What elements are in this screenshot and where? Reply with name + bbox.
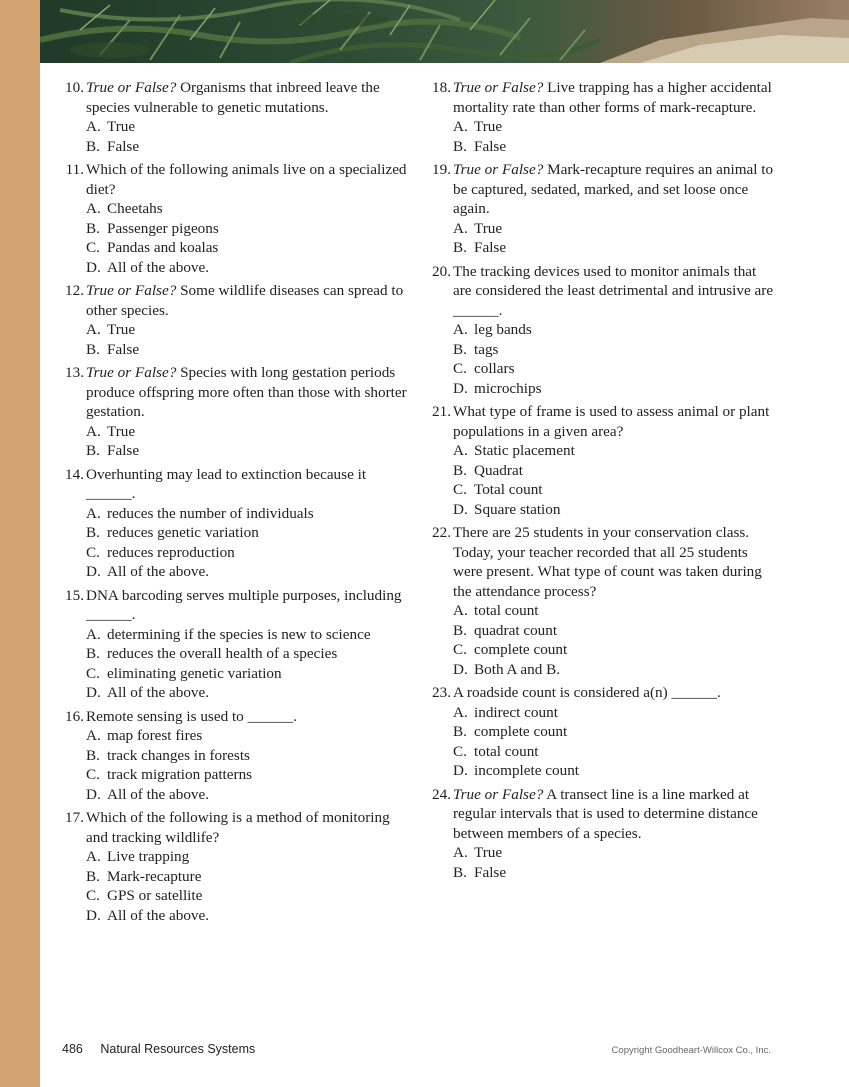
option-letter: C.	[86, 887, 100, 904]
answer-option	[453, 863, 774, 883]
option-letter: A.	[86, 321, 101, 338]
question-number: 12.	[65, 282, 84, 299]
answer-option	[86, 562, 407, 582]
question-number: 22.	[432, 524, 451, 541]
option-letter: A.	[86, 625, 101, 643]
option-letter: A.	[453, 602, 468, 619]
option-letter: B.	[453, 137, 467, 155]
question-text: There are 25 students in your conservation class. Today, your teacher recorded that all 25 students were present. What type of count was taken during the attendance process?	[453, 524, 762, 600]
answer-option	[453, 320, 774, 340]
question-number: 20.	[432, 262, 451, 280]
question-item	[62, 160, 407, 277]
option-text: GPS or satellite	[107, 887, 203, 904]
true-false-label: True or False?	[453, 785, 544, 803]
question-number: 11.	[65, 161, 84, 178]
answer-option	[453, 703, 774, 723]
option-letter: A.	[86, 504, 101, 522]
answer-option	[86, 765, 407, 785]
option-text: leg bands	[474, 321, 532, 338]
question-text: The tracking devices used to monitor animals that are considered the least detrimental and intrusive are ______.	[453, 262, 774, 319]
option-letter: A.	[453, 118, 468, 135]
true-false-label: True or False?	[86, 364, 177, 381]
option-text: reduces the overall health of a species	[107, 645, 338, 662]
question-item	[429, 78, 774, 156]
option-letter: D.	[86, 906, 101, 924]
answer-option	[453, 441, 774, 461]
answer-option	[86, 644, 407, 664]
question-item	[62, 78, 407, 156]
header-photo-art	[40, 0, 849, 63]
option-text: collars	[474, 360, 515, 377]
question-item	[429, 160, 774, 258]
option-text: Pandas and koalas	[107, 239, 219, 256]
option-text: complete count	[474, 641, 568, 658]
option-letter: A.	[453, 844, 468, 861]
answer-option	[86, 199, 407, 219]
option-text: False	[107, 340, 140, 358]
question-item	[62, 281, 407, 359]
option-letter: B.	[86, 219, 100, 237]
answer-option	[86, 320, 407, 340]
option-letter: B.	[86, 442, 100, 459]
option-text: All of the above.	[107, 563, 210, 580]
option-text: True	[474, 844, 503, 861]
option-letter: B.	[453, 340, 467, 358]
question-item	[62, 586, 407, 703]
option-text: All of the above.	[107, 785, 210, 803]
answer-option	[453, 660, 774, 680]
answer-option	[86, 137, 407, 157]
option-text: False	[474, 239, 507, 256]
answer-option	[86, 219, 407, 239]
answer-option	[453, 722, 774, 742]
option-letter: D.	[86, 785, 101, 803]
option-letter: B.	[86, 645, 100, 662]
question-stem	[86, 281, 407, 320]
answer-option	[86, 258, 407, 278]
question-text: Which of the following animals live on a specialized diet?	[86, 161, 407, 198]
answer-option	[453, 219, 774, 239]
answer-option	[86, 664, 407, 684]
option-letter: D.	[453, 379, 468, 397]
true-false-label: True or False?	[453, 79, 544, 96]
answer-option	[86, 625, 407, 645]
question-text: A roadside count is considered a(n) ______.	[453, 684, 721, 701]
option-letter: A.	[86, 200, 101, 217]
answer-option	[453, 340, 774, 360]
copyright-notice: Copyright Goodheart-Willcox Co., Inc.	[611, 1045, 771, 1056]
question-stem	[86, 707, 407, 727]
option-letter: A.	[86, 422, 101, 440]
option-letter: B.	[86, 867, 100, 885]
answer-option	[453, 461, 774, 481]
option-text: All of the above.	[107, 258, 210, 276]
option-letter: D.	[453, 500, 468, 518]
option-letter: B.	[86, 137, 100, 155]
option-letter: A.	[86, 848, 101, 865]
option-text: microchips	[474, 379, 542, 397]
option-text: Total count	[474, 481, 543, 498]
question-stem	[86, 586, 407, 625]
option-text: determining if the species is new to science	[107, 625, 371, 643]
answer-option	[86, 441, 407, 461]
option-letter: C.	[86, 766, 100, 783]
answer-option	[453, 843, 774, 863]
option-text: Mark-recapture	[107, 867, 202, 885]
option-letter: C.	[453, 481, 467, 498]
answer-option	[453, 117, 774, 137]
option-text: Square station	[474, 500, 561, 518]
option-text: False	[474, 137, 507, 155]
option-text: True	[474, 219, 503, 237]
answer-option	[86, 117, 407, 137]
option-letter: C.	[453, 742, 467, 760]
answer-option	[453, 500, 774, 520]
option-text: reduces reproduction	[107, 543, 235, 561]
option-text: Static placement	[474, 442, 575, 459]
option-letter: B.	[453, 461, 467, 479]
option-letter: A.	[453, 703, 468, 721]
answer-option	[453, 238, 774, 258]
question-number: 17.	[65, 809, 84, 826]
answer-option	[86, 906, 407, 926]
question-text: Species with long gestation periods produce offspring more often than those with shorter gestation.	[86, 364, 407, 420]
answer-option	[453, 742, 774, 762]
answer-option	[86, 785, 407, 805]
question-text: Remote sensing is used to ______.	[86, 707, 297, 725]
option-letter: B.	[453, 723, 467, 740]
true-false-label: True or False?	[86, 282, 177, 299]
option-letter: C.	[86, 239, 100, 256]
option-text: False	[107, 137, 140, 155]
page-number: 486	[62, 1042, 83, 1056]
option-letter: B.	[453, 621, 467, 639]
answer-option	[86, 746, 407, 766]
option-text: True	[107, 321, 136, 338]
question-stem	[453, 683, 774, 703]
question-stem	[86, 160, 407, 199]
question-stem	[86, 465, 407, 504]
answer-option	[453, 621, 774, 641]
question-item	[429, 402, 774, 519]
answer-option	[86, 340, 407, 360]
option-text: track migration patterns	[107, 766, 253, 783]
option-text: Cheetahs	[107, 200, 163, 217]
option-text: Both A and B.	[474, 660, 561, 678]
option-text: False	[107, 442, 140, 459]
page-edge-band	[0, 0, 40, 1087]
option-text: reduces genetic variation	[107, 524, 259, 541]
answer-option	[86, 683, 407, 703]
question-text: Some wildlife diseases can spread to other species.	[86, 282, 404, 319]
option-letter: D.	[86, 563, 101, 580]
option-text: Live trapping	[107, 848, 190, 865]
option-text: map forest fires	[107, 727, 203, 744]
option-text: total count	[474, 602, 539, 619]
option-text: All of the above.	[107, 906, 210, 924]
question-stem	[453, 523, 774, 601]
option-letter: B.	[86, 340, 100, 358]
option-letter: D.	[86, 258, 101, 276]
question-number: 10.	[65, 79, 84, 96]
answer-option	[453, 640, 774, 660]
option-text: reduces the number of individuals	[107, 504, 314, 522]
true-false-label: True or False?	[453, 161, 544, 178]
option-letter: C.	[453, 641, 467, 658]
question-text: DNA barcoding serves multiple purposes, including ______.	[86, 586, 402, 623]
answer-option	[453, 480, 774, 500]
question-number: 13.	[65, 364, 84, 381]
question-stem	[86, 808, 407, 847]
answer-option	[86, 238, 407, 258]
answer-option	[453, 379, 774, 399]
option-text: All of the above.	[107, 684, 210, 701]
answer-option	[453, 761, 774, 781]
option-letter: C.	[453, 360, 467, 377]
question-stem	[453, 262, 774, 321]
answer-option	[453, 137, 774, 157]
option-text: indirect count	[474, 703, 558, 721]
option-text: True	[107, 118, 136, 135]
answer-option	[86, 523, 407, 543]
question-stem	[453, 785, 774, 844]
question-stem	[86, 363, 407, 422]
option-letter: B.	[453, 863, 467, 881]
question-number: 15.	[65, 586, 84, 604]
option-text: incomplete count	[474, 762, 580, 779]
option-text: Passenger pigeons	[107, 219, 219, 237]
option-letter: A.	[453, 442, 468, 459]
question-text: Organisms that inbreed leave the species vulnerable to genetic mutations.	[86, 79, 380, 116]
question-text: Live trapping has a higher accidental mortality rate than other forms of mark-recapture.	[453, 79, 772, 116]
question-number: 16.	[65, 707, 84, 725]
answer-option	[86, 867, 407, 887]
question-item	[429, 523, 774, 679]
option-text: True	[474, 118, 503, 135]
question-item	[429, 683, 774, 781]
option-letter: D.	[453, 762, 468, 779]
page-footer	[62, 1042, 255, 1056]
answer-option	[86, 543, 407, 563]
option-text: quadrat count	[474, 621, 558, 639]
option-text: True	[107, 422, 136, 440]
question-stem	[453, 402, 774, 441]
questions-column-right	[429, 78, 774, 886]
question-text: Overhunting may lead to extinction because it ______.	[86, 465, 367, 502]
question-text: Mark-recapture requires an animal to be captured, sedated, marked, and set loose once again.	[453, 161, 774, 217]
question-stem	[453, 160, 774, 219]
option-letter: B.	[453, 239, 467, 256]
option-letter: C.	[86, 664, 100, 682]
option-letter: A.	[86, 727, 101, 744]
question-item	[429, 785, 774, 883]
option-letter: D.	[453, 660, 468, 678]
option-letter: B.	[86, 524, 100, 541]
option-letter: C.	[86, 543, 100, 561]
option-letter: A.	[453, 219, 468, 237]
question-stem	[453, 78, 774, 117]
answer-option	[453, 601, 774, 621]
question-number: 24.	[432, 785, 451, 803]
question-item	[62, 363, 407, 461]
question-item	[62, 808, 407, 925]
option-text: total count	[474, 742, 539, 760]
answer-option	[86, 847, 407, 867]
question-text: Which of the following is a method of monitoring and tracking wildlife?	[86, 809, 390, 846]
question-item	[429, 262, 774, 399]
question-number: 19.	[432, 161, 451, 178]
option-text: eliminating genetic variation	[107, 664, 282, 682]
header-photo-pine-branches	[40, 0, 849, 63]
option-letter: D.	[86, 684, 101, 701]
question-number: 18.	[432, 79, 451, 96]
option-text: track changes in forests	[107, 746, 250, 764]
question-item	[62, 465, 407, 582]
answer-option	[86, 422, 407, 442]
questions-column-left	[62, 78, 407, 929]
answer-option	[86, 886, 407, 906]
answer-option	[86, 726, 407, 746]
option-text: tags	[474, 340, 499, 358]
book-title: Natural Resources Systems	[100, 1042, 256, 1056]
question-text: What type of frame is used to assess animal or plant populations in a given area?	[453, 403, 770, 440]
answer-option	[453, 359, 774, 379]
option-text: Quadrat	[474, 461, 523, 479]
true-false-label: True or False?	[86, 79, 177, 96]
question-number: 23.	[432, 684, 451, 701]
option-text: complete count	[474, 723, 568, 740]
option-letter: B.	[86, 746, 100, 764]
option-letter: A.	[86, 118, 101, 135]
question-number: 21.	[432, 403, 451, 420]
option-text: False	[474, 863, 507, 881]
answer-option	[86, 504, 407, 524]
question-number: 14.	[65, 465, 84, 483]
option-letter: A.	[453, 321, 468, 338]
question-text: A transect line is a line marked at regular intervals that is used to determine distance between members of a species.	[453, 785, 758, 842]
question-item	[62, 707, 407, 805]
question-stem	[86, 78, 407, 117]
